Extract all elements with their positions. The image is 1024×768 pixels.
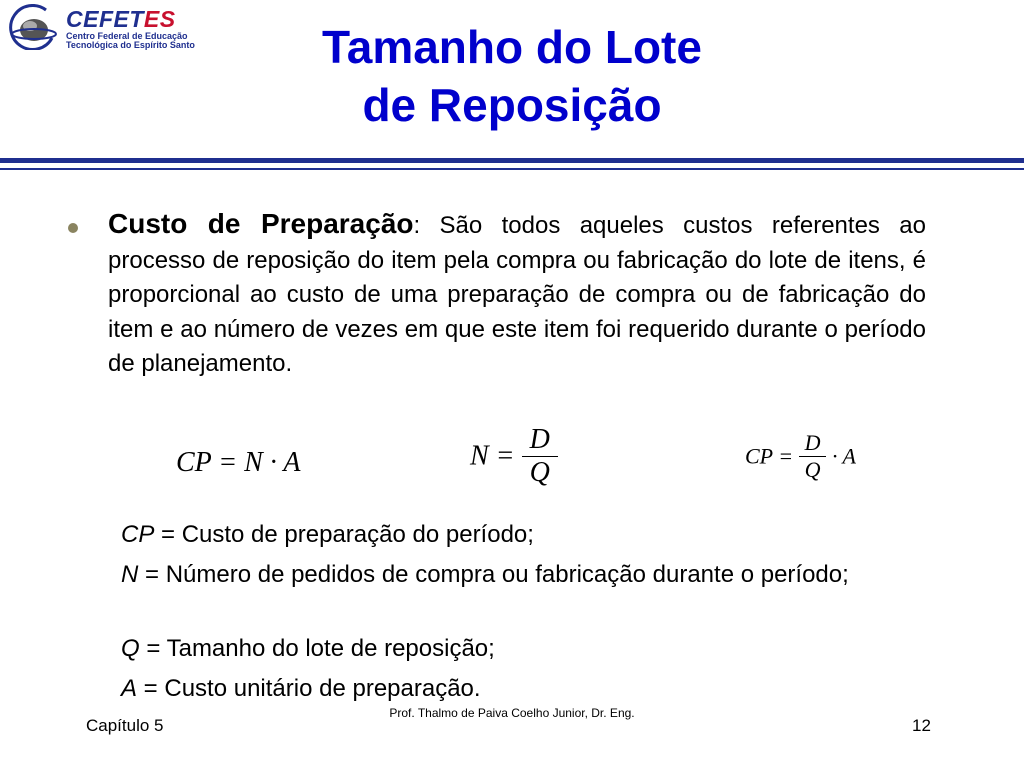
formula-cp: CP = N · A (176, 447, 301, 478)
bullet-text: : São todos aqueles custos referentes ao processo de reposição do item pela compra ou fabricação do lote de itens, é proporcional ao custo de uma preparação de compra ou de fabricação do item e ao número de vezes em que este item foi requerido durante o período de planejamento. (108, 212, 926, 377)
logo-subtitle: Centro Federal de Educação Tecnológica do Espírito Santo (66, 31, 195, 50)
bullet-dot-icon (68, 223, 78, 233)
title-rule-bottom (0, 168, 1024, 170)
fraction-d-over-q: $\frac{D}{Q}$ (522, 424, 558, 489)
fraction-d-over-q-small: $\frac{D}{Q}$ (799, 430, 827, 483)
footer-author: Prof. Thalmo de Paiva Coelho Junior, Dr. Eng. (389, 706, 635, 720)
slide-title (0, 18, 1024, 134)
definition-cp: CP = Custo de preparação do período; (121, 521, 534, 548)
title-line-2: de Reposição (362, 79, 662, 131)
title-rule-top (0, 158, 1024, 163)
footer-page-number: 12 (912, 716, 931, 735)
definition-q: Q = Tamanho do lote de reposição; (121, 635, 495, 662)
title-line-1: Tamanho do Lote (322, 21, 702, 73)
definition-a: A = Custo unitário de preparação. (121, 675, 481, 702)
formula-n: N = $\frac{D}{Q}$ (470, 424, 558, 489)
formula-cp-expanded: CP = $\frac{D}{Q}$ · A (745, 430, 856, 482)
definition-n: N = Número de pedidos de compra ou fabricação durante o período; (121, 561, 849, 588)
footer-chapter: Capítulo 5 (86, 716, 164, 735)
logo-name: CEFETES (66, 6, 176, 32)
bullet-term: Custo de Preparação (108, 208, 414, 239)
bullet-paragraph (108, 207, 926, 382)
